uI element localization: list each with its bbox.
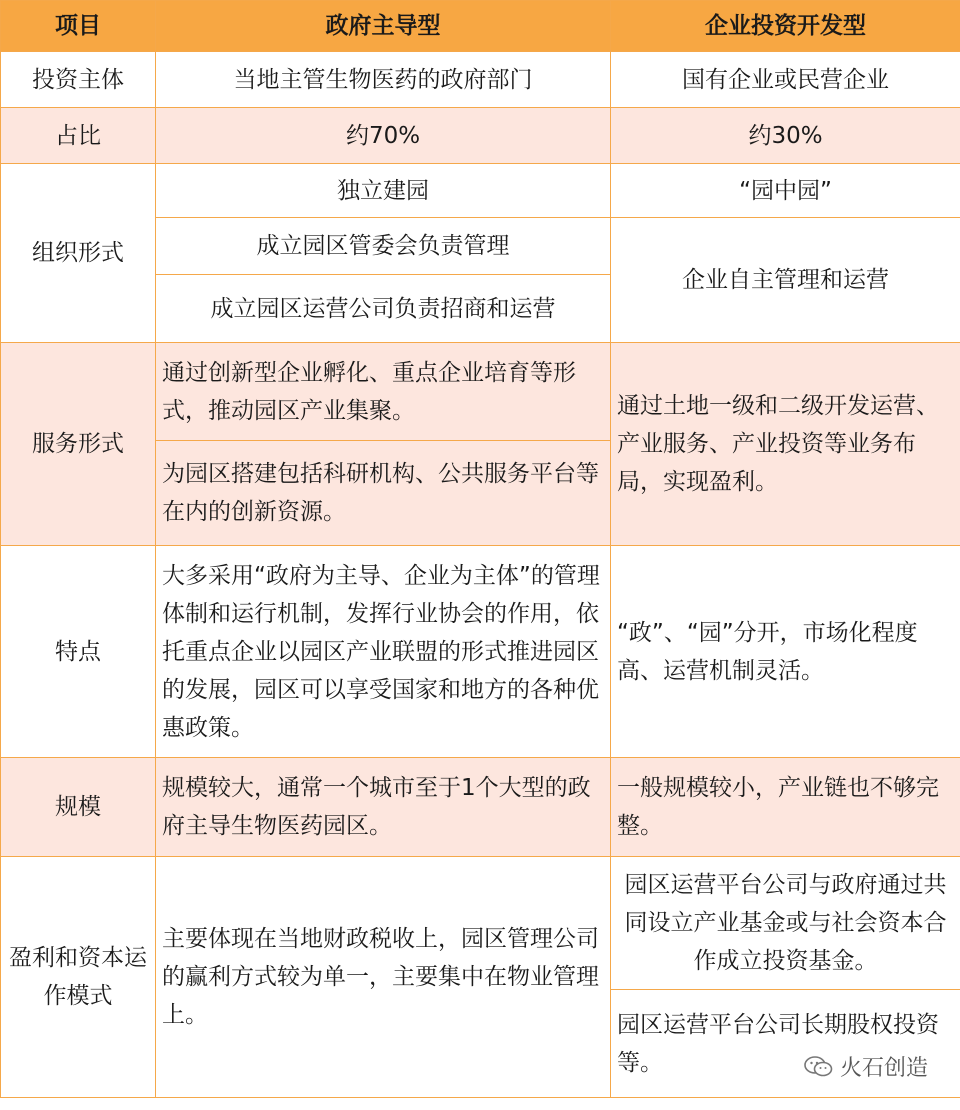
cell-gov: 通过创新型企业孵化、重点企业培育等形式，推动园区产业集聚。 [156,343,611,441]
cell-ent: 园区运营平台公司长期股权投资等。 [611,990,960,1098]
cell-ent: 国有企业或民营企业 [611,52,960,108]
cell-gov: 成立园区运营公司负责招商和运营 [156,275,611,343]
cell-gov: 为园区搭建包括科研机构、公共服务平台等在内的创新资源。 [156,441,611,546]
row-label: 服务形式 [1,343,156,546]
row-share [1,108,960,164]
cell-ent: 约30% [611,108,960,164]
header-ent: 企业投资开发型 [611,1,960,52]
header-gov: 政府主导型 [156,1,611,52]
row-service-1 [1,343,960,441]
row-feature [1,546,960,758]
row-label: 投资主体 [1,52,156,108]
cell-ent: 一般规模较小，产业链也不够完整。 [611,758,960,857]
wechat-icon [804,1055,834,1079]
row-label: 规模 [1,758,156,857]
cell-gov: 约70% [156,108,611,164]
cell-gov: 当地主管生物医药的政府部门 [156,52,611,108]
cell-gov: 主要体现在当地财政税收上，园区管理公司的赢利方式较为单一，主要集中在物业管理上。 [156,857,611,1098]
row-scale [1,758,960,857]
cell-ent: “政”、“园”分开，市场化程度高、运营机制灵活。 [611,546,960,758]
row-label: 特点 [1,546,156,758]
header-row [1,1,960,52]
watermark-text: 火石创造 [839,1056,928,1081]
cell-ent: “园中园” [611,164,960,218]
cell-gov: 独立建园 [156,164,611,218]
cell-gov: 规模较大，通常一个城市至于1个大型的政府主导生物医药园区。 [156,758,611,857]
cell-ent: 通过土地一级和二级开发运营、产业服务、产业投资等业务布局，实现盈利。 [611,343,960,546]
header-item: 项目 [1,1,156,52]
cell-gov: 成立园区管委会负责管理 [156,218,611,275]
row-profit-1 [1,857,960,990]
row-label: 占比 [1,108,156,164]
cell-ent: 企业自主管理和运营 [611,218,960,343]
row-label: 盈利和资本运作模式 [1,857,156,1098]
cell-ent: 园区运营平台公司与政府通过共同设立产业基金或与社会资本合作成立投资基金。 [611,857,960,990]
watermark [800,1049,932,1084]
row-org-1 [1,164,960,218]
row-label: 组织形式 [1,164,156,343]
cell-gov: 大多采用“政府为主导、企业为主体”的管理体制和运行机制，发挥行业协会的作用，依托重点企业以园区产业联盟的形式推进园区的发展，园区可以享受国家和地方的各种优惠政策。 [156,546,611,758]
row-investor [1,52,960,108]
